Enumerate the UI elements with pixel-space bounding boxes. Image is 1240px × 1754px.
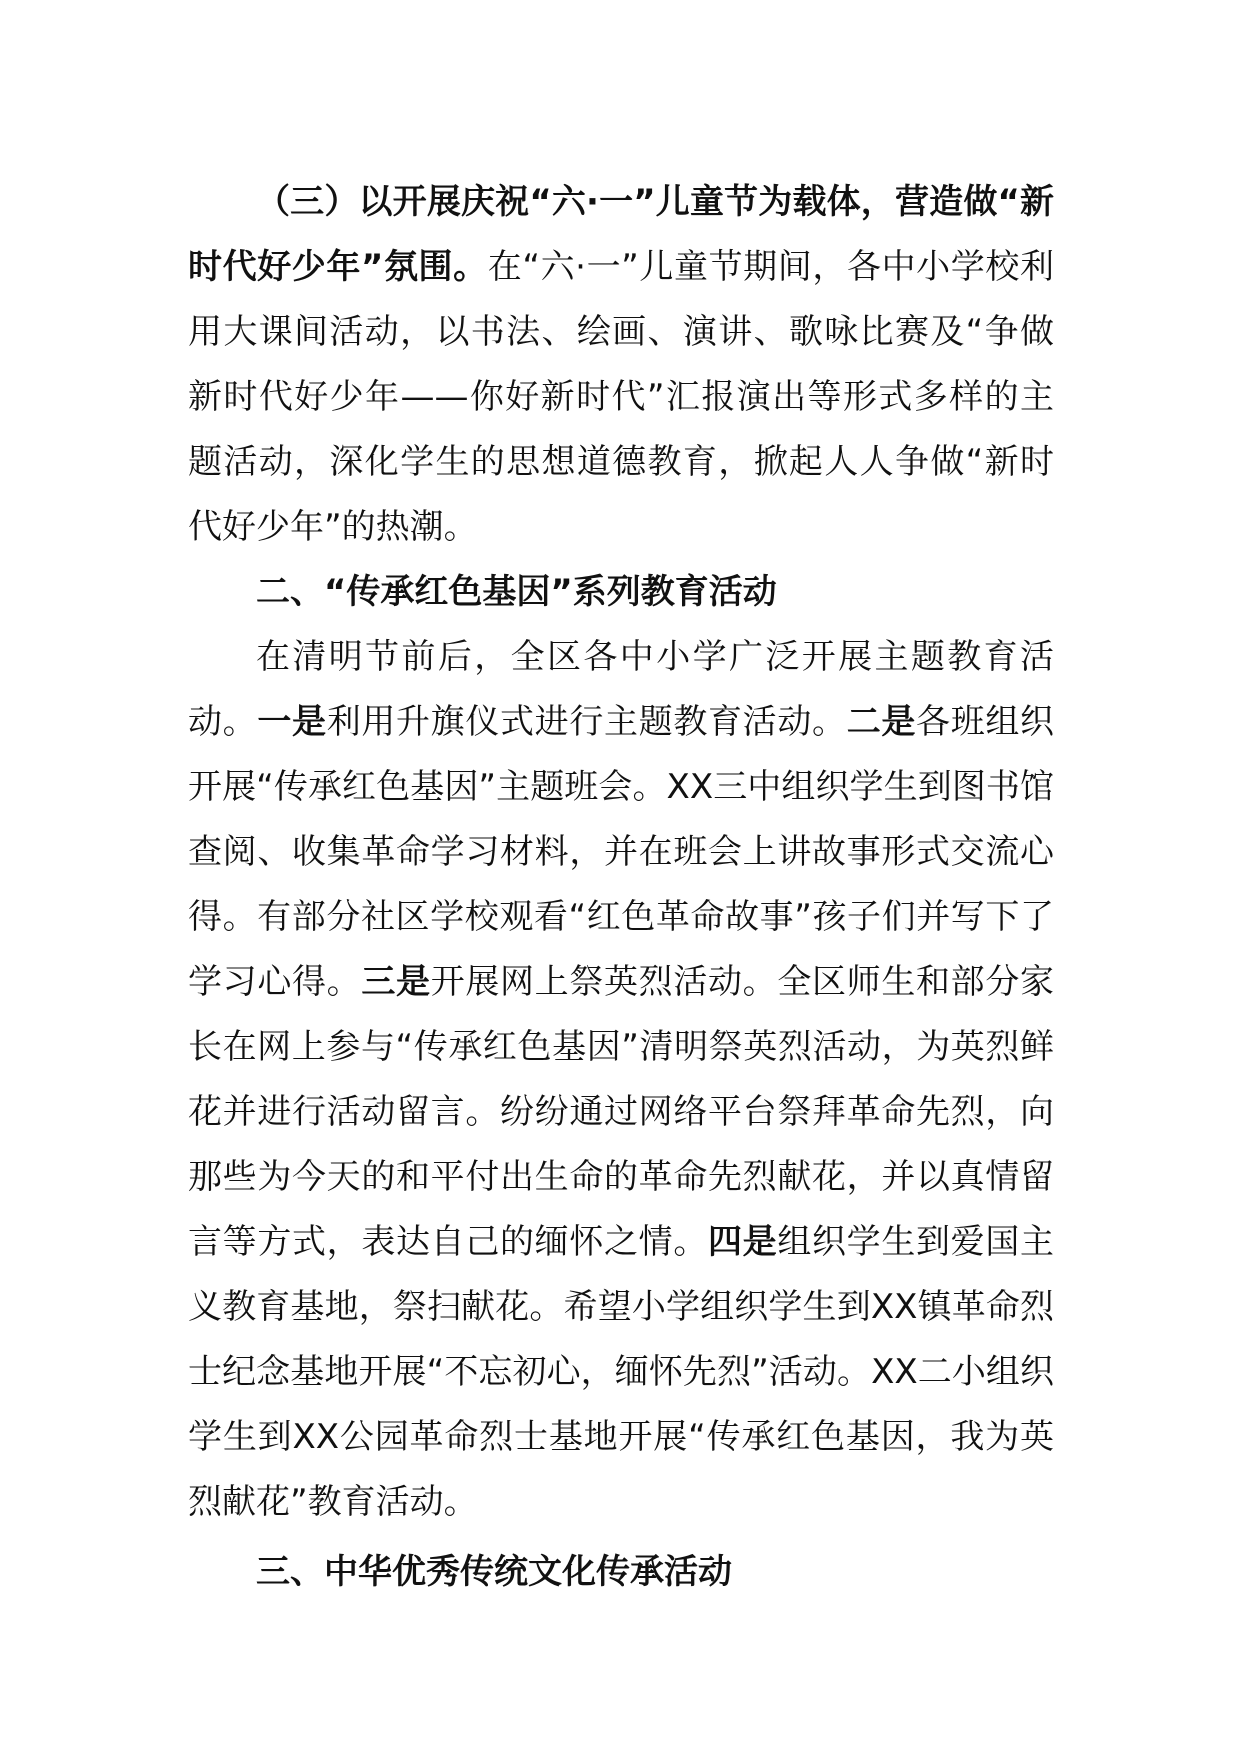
item4-label: 四是: [708, 1222, 778, 1262]
section2-paragraph: [188, 625, 1054, 1535]
item2-label: 二是: [846, 702, 917, 742]
section3-heading: （三）以开展庆祝“六·一”儿童节为载体，营造做“新时代好少年”氛围。: [188, 182, 1054, 287]
item1-label: 一是: [257, 702, 327, 742]
document-body: [188, 170, 1054, 1605]
section3-text: 在“六·一”儿童节期间，各中小学校利用大课间活动，以书法、绘画、演讲、歌咏比赛及“争做新时代好少年——你好新时代”汇报演出等形式多样的主题活动，深化学生的思想道德教育，掀起人人争做“新时代好少年”的热潮。: [188, 247, 1054, 547]
item3-text: 开展网上祭英烈活动。全区师生和部分家长在网上参与“传承红色基因”清明祭英烈活动，为英烈鲜花并进行活动留言。纷纷通过网络平台祭拜革命先烈，向那些为今天的和平付出生命的革命先烈献花，并以真情留言等方式，表达自己的缅怀之情。: [188, 962, 1055, 1262]
item4-text: 组织学生到爱国主义教育基地，祭扫献花。希望小学组织学生到XX镇革命烈士纪念基地开展“不忘初心，缅怀先烈”活动。XX二小组织学生到XX公园革命烈士基地开展“传承红色基因，我为英烈献花”教育活动。: [188, 1222, 1055, 1522]
section3-paragraph: [188, 170, 1054, 560]
item1-text: 利用升旗仪式进行主题教育活动。: [326, 702, 847, 742]
item3-label: 三是: [361, 962, 431, 1002]
heading-section-2: 二、“传承红色基因”系列教育活动: [256, 572, 777, 612]
section2-intro: 在清明节前后，全区各中小学广泛开展主题教育活动。: [188, 637, 1054, 742]
heading-section-3: 三、中华优秀传统文化传承活动: [256, 1552, 732, 1592]
item2-text: 各班组织开展“传承红色基因”主题班会。XX三中组织学生到图书馆查阅、收集革命学习材料，并在班会上讲故事形式交流心得。有部分社区学校观看“红色革命故事”孩子们并写下了学习心得。: [188, 702, 1055, 1002]
